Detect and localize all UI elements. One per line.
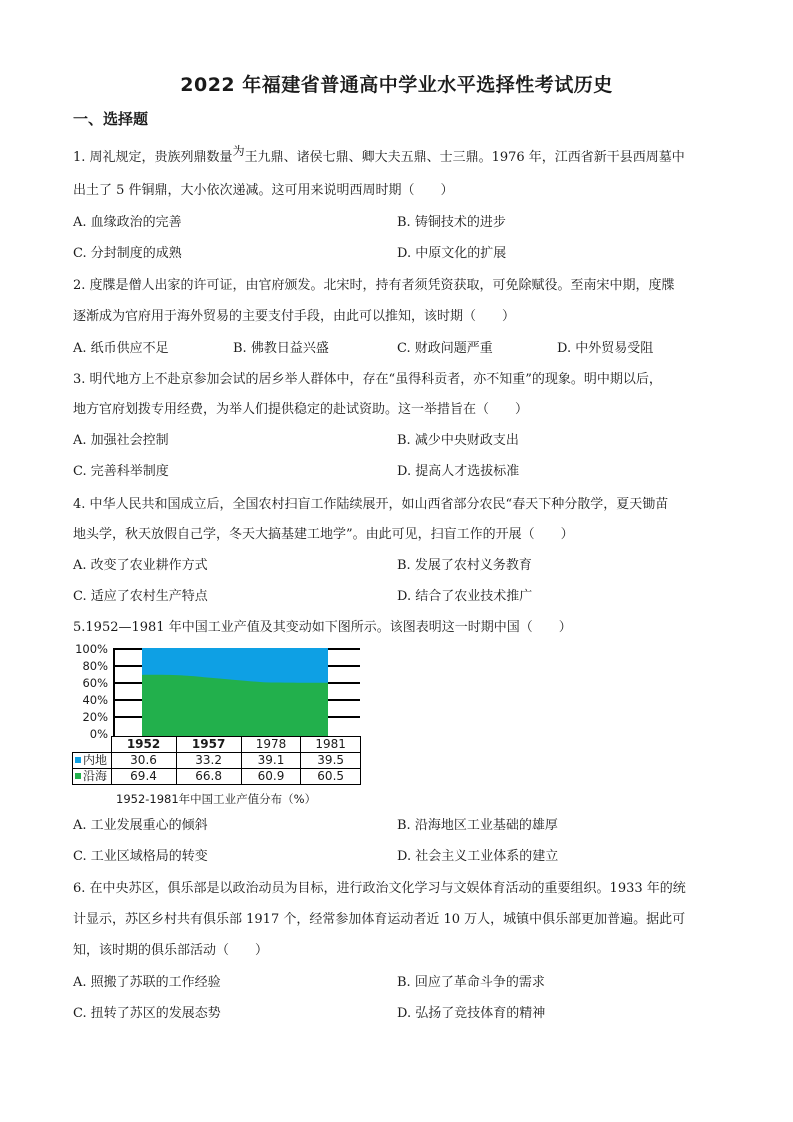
question-6-line-2: 计显示，苏区乡村共有俱乐部 1917 个，经常参加体育运动者近 10 万人，城镇中俱乐部更加普遍。据此可 <box>73 912 686 927</box>
q5-option-d: D. 社会主义工业体系的建立 <box>397 849 559 864</box>
question-6-line-3: 知，该时期的俱乐部活动（ ） <box>73 943 269 958</box>
section-heading: 一、选择题 <box>73 110 149 128</box>
q1-option-c: C. 分封制度的成熟 <box>73 246 182 261</box>
q4-option-c: C. 适应了农村生产特点 <box>73 589 208 604</box>
q5-option-c: C. 工业区域格局的转变 <box>73 849 208 864</box>
q3-option-b: B. 减少中央财政支出 <box>397 433 519 448</box>
q2-option-a: A. 纸币供应不足 <box>73 341 169 356</box>
question-1-line-2: 出土了 5 件铜鼎，大小依次递减。这可用来说明西周时期（ ） <box>73 183 454 198</box>
table-header-row <box>73 737 361 753</box>
q3-option-a: A. 加强社会控制 <box>73 433 169 448</box>
chart-data-table <box>72 736 361 785</box>
y-tick-20: 20% <box>82 710 108 724</box>
year-1978: 1978 <box>241 737 301 753</box>
y-tick-80: 80% <box>82 659 108 673</box>
q3-option-d: D. 提高人才选拔标准 <box>397 464 520 479</box>
document-title: 2022 年福建省普通高中学业水平选择性考试历史 <box>180 74 613 96</box>
q6-option-b: B. 回应了革命斗争的需求 <box>397 975 545 990</box>
q6-option-c: C. 扭转了苏区的发展态势 <box>73 1006 221 1021</box>
coastal-swatch-icon <box>75 773 81 779</box>
q1-option-d: D. 中原文化的扩展 <box>397 246 507 261</box>
q2-option-b: B. 佛教日益兴盛 <box>233 341 329 356</box>
question-5-line-1: 5.1952—1981 年中国工业产值及其变动如下图所示。该图表明这一时期中国（ ） <box>73 620 572 635</box>
year-1952: 1952 <box>111 737 176 753</box>
question-3-line-2: 地方官府划拨专用经费，为举人们提供稳定的赴试资助。这一举措旨在（ ） <box>73 402 529 417</box>
inland-swatch-icon <box>75 757 81 763</box>
q2-option-d: D. 中外贸易受阻 <box>557 341 654 356</box>
q6-option-d: D. 弘扬了竞技体育的精神 <box>397 1006 546 1021</box>
q5-option-b: B. 沿海地区工业基础的雄厚 <box>397 818 558 833</box>
q2-option-c: C. 财政问题严重 <box>397 341 493 356</box>
q4-option-d: D. 结合了农业技术推广 <box>397 589 533 604</box>
chart-caption: 1952-1981年中国工业产值分布（%） <box>116 792 317 806</box>
question-4-line-2: 地头学，秋天放假自己学，冬天大搞基建工地学”。由此可见，扫盲工作的开展（ ） <box>73 527 574 542</box>
q6-option-a: A. 照搬了苏联的工作经验 <box>73 975 221 990</box>
year-1957: 1957 <box>176 737 241 753</box>
q4-option-a: A. 改变了农业耕作方式 <box>73 558 208 573</box>
q5-option-a: A. 工业发展重心的倾斜 <box>73 818 208 833</box>
stacked-area-plot <box>142 648 328 736</box>
y-tick-60: 60% <box>82 676 108 690</box>
question-3-line-1: 3. 明代地方上不赴京参加会试的居乡举人群体中，存在“虽得科贡者，亦不知重”的现象。明中期以后， <box>73 372 662 387</box>
legend-inland: 内地 <box>73 753 112 769</box>
q4-option-b: B. 发展了农村义务教育 <box>397 558 532 573</box>
y-axis <box>113 648 115 736</box>
question-1-line-1: 1. 周礼规定，贵族列鼎数量为王九鼎、诸侯七鼎、卿大夫五鼎、士三鼎。1976 年，江西省新干县西周墓中 <box>73 144 685 165</box>
coastal-area <box>142 675 328 736</box>
year-1981: 1981 <box>301 737 361 753</box>
question-6-line-1: 6. 在中央苏区，俱乐部是以政治动员为目标，进行政治文化学习与文娱体育活动的重要组织。1933 年的统 <box>73 881 686 896</box>
legend-coastal: 沿海 <box>73 769 112 785</box>
y-tick-100: 100% <box>75 642 108 656</box>
y-tick-0: 0% <box>89 727 108 741</box>
industrial-output-chart <box>68 643 368 808</box>
q1-option-b: B. 铸铜技术的进步 <box>397 215 506 230</box>
q1-option-a: A. 血缘政治的完善 <box>73 215 182 230</box>
question-2-line-1: 2. 度牒是僧人出家的许可证，由官府颁发。北宋时，持有者须凭资获取，可免除赋役。至南宋中期，度牒 <box>73 278 675 293</box>
superscript-text: 为 <box>232 144 245 158</box>
table-row-coastal: 沿海 69.4 66.8 60.9 60.5 <box>73 769 361 785</box>
q3-option-c: C. 完善科举制度 <box>73 464 169 479</box>
question-4-line-1: 4. 中华人民共和国成立后，全国农村扫盲工作陆续展开，如山西省部分农民“春天下种分散学，夏天锄苗 <box>73 497 669 512</box>
question-2-line-2: 逐渐成为官府用于海外贸易的主要支付手段，由此可以推知，该时期（ ） <box>73 309 516 324</box>
y-tick-40: 40% <box>82 693 108 707</box>
table-row-inland: 内地 30.6 33.2 39.1 39.5 <box>73 753 361 769</box>
